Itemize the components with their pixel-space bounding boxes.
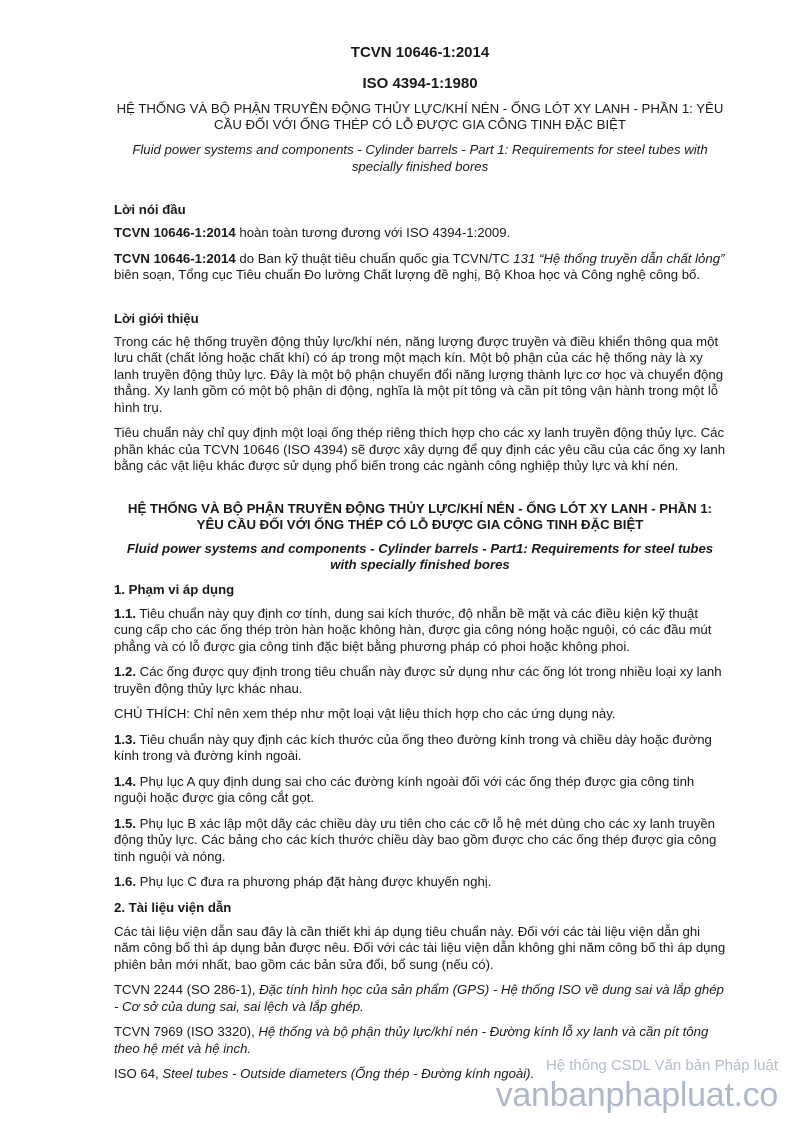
reference-title: Hệ thống và bộ phận thủy lực/khí nén - Đường kính lỗ xy lanh và cần pít tông theo hệ mét và hệ inch. (114, 1024, 709, 1056)
reference-title: Đặc tính hình học của sản phẩm (GPS) - Hệ thống ISO về dung sai và lắp ghép - Cơ sở của dung sai, sai lệch và lắp ghép. (114, 982, 724, 1014)
reference-item (114, 982, 726, 1015)
reference-code: ISO 64, (114, 1066, 163, 1081)
scope-heading: 1. Phạm vi áp dụng (114, 581, 235, 597)
clause-number: 1.6. (114, 874, 136, 889)
reference-item (114, 1024, 726, 1057)
clause-text: Tiêu chuẩn này quy định các kích thước của ống theo đường kính trong và chiều dày hoặc đường kính trong và đường kính ngoài. (114, 731, 712, 763)
clause-number: 1.5. (114, 815, 136, 831)
foreword-paragraph-1 (114, 225, 726, 242)
introduction-paragraph-2: Tiêu chuẩn này chỉ quy định một loại ống thép riêng thích hợp cho các xy lanh truyền động thủy lực. Các phần khác của TCVN 10646 (ISO 4394) sẽ được xây dựng để quy định các yêu cầu của các ống xy lanh bằng các vật liệu khác được sử dụng phổ biến trong các ngành công nghiệp thủy lực và khí nén. (114, 425, 726, 473)
committee-name: 131 “Hệ thống truyền dẫn chất lỏng” (513, 250, 725, 266)
clause-1-4 (114, 774, 726, 807)
foreword-text: do Ban kỹ thuật tiêu chuẩn quốc gia TCVN/TC (235, 250, 514, 266)
clause-1-1 (114, 606, 726, 656)
foreword-paragraph-2 (114, 251, 726, 284)
clause-1-5 (114, 816, 726, 866)
introduction-paragraph-1: Trong các hệ thống truyền động thủy lực/khí nén, năng lượng được truyền và điều khiển thông qua một lưu chất (chất lỏng hoặc chất khí) có áp trong một mạch kín. Một bộ phận của các hệ thống này là xy lanh truyền động thủy lực. Đây là một bộ phận chuyển đổi năng lượng thành lực cơ học và chuyển động thẳng. Xy lanh gồm có một bộ phận di động, nghĩa là một pít tông và cần pít tông vận hành trong một lỗ hình trụ. (114, 333, 724, 415)
references-heading: 2. Tài liệu viện dẫn (114, 899, 232, 915)
clause-number: 1.1. (114, 605, 136, 621)
reference-code: TCVN 7969 (ISO 3320), (114, 1024, 259, 1039)
clause-text: Phụ lục C đưa ra phương pháp đặt hàng được khuyến nghị. (136, 874, 492, 889)
clause-number: 1.3. (114, 731, 136, 747)
main-title-vn: HỆ THỐNG VÀ BỘ PHẬN TRUYỀN ĐỘNG THỦY LỰC/KHÍ NÉN - ỐNG LÓT XY LANH - PHẦN 1: YÊU CẦU ĐỐI VỚI ỐNG THÉP CÓ LỖ ĐƯỢC GIA CÔNG TINH ĐẶC BIỆT (127, 500, 713, 532)
document-page (114, 44, 726, 1083)
document-title-en: Fluid power systems and components - Cylinder barrels - Part 1: Requirements for steel tubes with specially finished bores (132, 142, 708, 174)
watermark-site: vanbanphapluat.co (495, 1076, 778, 1114)
iso-code: ISO 4394-1:1980 (362, 75, 478, 92)
standard-ref: TCVN 10646-1:2014 (114, 250, 236, 266)
reference-code: TCVN 2244 (SO 286-1), (114, 982, 260, 997)
clause-text: Phụ lục B xác lập một dãy các chiều dày ưu tiên cho các cỡ lỗ hệ mét dùng cho các xy lanh truyền động thủy lực. Các bảng cho các kích thước chiều dày bao gồm được cho các ống thép được gia công tinh nguội và nóng. (114, 815, 717, 864)
standard-code: TCVN 10646-1:2014 (350, 44, 490, 61)
foreword-heading: Lời nói đầu (114, 202, 186, 217)
clause-text: Phụ lục A quy định dung sai cho các đường kính ngoài đối với các ống thép được gia công tinh nguội hoặc được gia công cắt gọt. (114, 773, 695, 805)
introduction-heading: Lời giới thiệu (114, 310, 199, 326)
standard-ref: TCVN 10646-1:2014 (114, 225, 236, 240)
clause-text: Các ống được quy định trong tiêu chuẩn này được sử dụng như các ống lót trong nhiều loại xy lanh truyền động thủy lực khác nhau. (114, 664, 722, 696)
clause-text: Tiêu chuẩn này quy định cơ tính, dung sai kích thước, độ nhẵn bề mặt và các điều kiện kỹ thuật cung cấp cho các ống thép tròn hàn hoặc không hàn, được gia công nóng hoặc nguội, có các đầu mút phẳng và có lỗ được gia công tinh đặc biệt bằng phương pháp có phoi hoặc không phoi. (114, 605, 712, 654)
main-title-en: Fluid power systems and components - Cylinder barrels - Part1: Requirements for steel tubes with specially finished bores (126, 540, 714, 572)
clause-number: 1.2. (114, 664, 136, 679)
clause-1-2 (114, 664, 726, 697)
reference-title: Steel tubes - Outside diameters (Ống thép - Đường kính ngoài). (162, 1066, 535, 1081)
foreword-text: biên soạn, Tổng cục Tiêu chuẩn Đo lường Chất lượng đề nghị, Bộ Khoa học và Công nghệ công bố. (114, 267, 701, 282)
watermark-subtitle: Hệ thống CSDL Văn bản Pháp luật (545, 1057, 778, 1074)
document-title-vn: HỆ THỐNG VÀ BỘ PHẬN TRUYỀN ĐỘNG THỦY LỰC/KHÍ NÉN - ỐNG LÓT XY LANH - PHẦN 1: YÊU CẦU ĐỐI VỚI ỐNG THÉP CÓ LỖ ĐƯỢC GIA CÔNG TINH ĐẶC BIỆT (116, 101, 724, 132)
note: CHÚ THÍCH: Chỉ nên xem thép như một loại vật liệu thích hợp cho các ứng dụng này. (114, 706, 616, 721)
clause-1-3 (114, 732, 726, 765)
clause-1-6 (114, 874, 726, 891)
foreword-text: hoàn toàn tương đương với ISO 4394-1:2009. (235, 225, 511, 240)
clause-number: 1.4. (114, 773, 136, 789)
references-intro: Các tài liệu viện dẫn sau đây là cần thiết khi áp dụng tiêu chuẩn này. Đối với các tài liệu viện dẫn ghi năm công bố thì áp dụng bản được nêu. Đối với các tài liệu viện dẫn không ghi năm công bố thì áp dụng phiên bản mới nhất, bao gồm các bản sửa đổi, bổ sung (nếu có). (114, 923, 726, 972)
